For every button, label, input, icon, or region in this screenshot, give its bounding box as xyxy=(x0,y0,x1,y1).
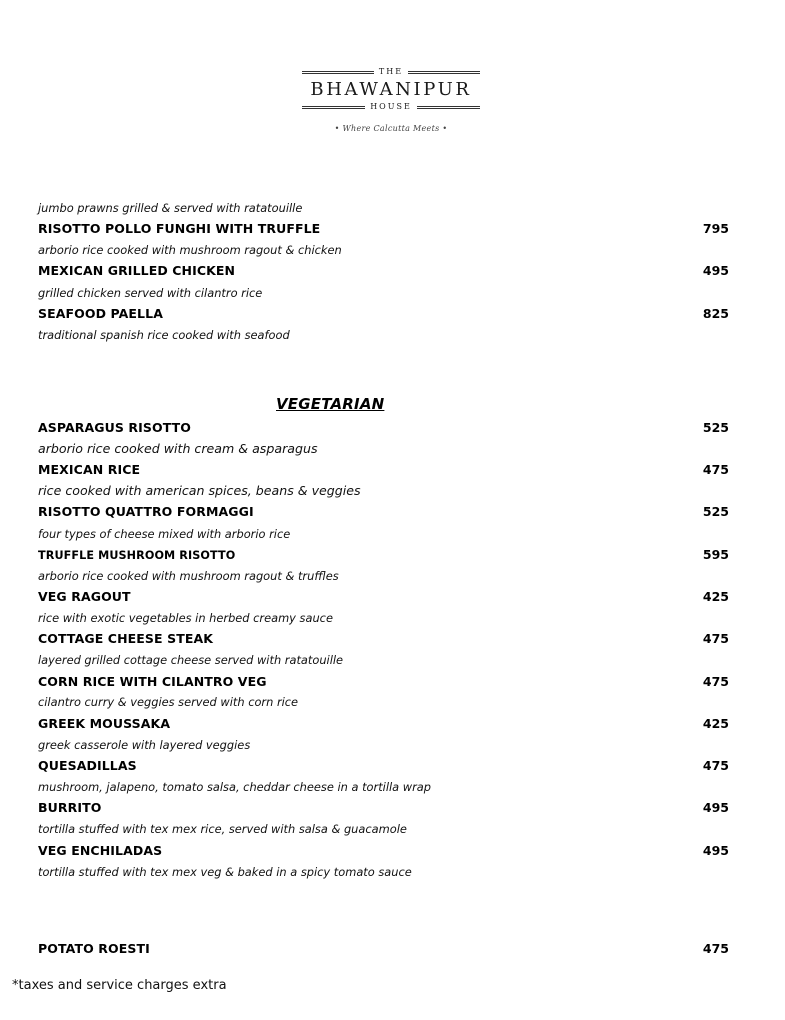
item-price: 475 xyxy=(702,674,729,689)
item-description: arborio rice cooked with mushroom ragout & truffles xyxy=(38,569,339,583)
item-price: 475 xyxy=(702,941,729,956)
item-name: MEXICAN GRILLED CHICKEN xyxy=(38,263,236,278)
logo-rule xyxy=(302,71,374,74)
item-price: 525 xyxy=(702,504,729,519)
item-name: RISOTTO QUATTRO FORMAGGI xyxy=(38,504,254,519)
item-name: CORN RICE WITH CILANTRO VEG xyxy=(38,674,267,689)
menu-item xyxy=(38,800,729,815)
item-description: greek casserole with layered veggies xyxy=(38,738,251,752)
item-price: 475 xyxy=(702,758,729,773)
restaurant-logo xyxy=(302,66,480,140)
menu-item xyxy=(38,462,729,477)
item-description: tortilla stuffed with tex mex veg & baked in a spicy tomato sauce xyxy=(38,865,412,879)
menu-item xyxy=(38,843,729,858)
item-name: GREEK MOUSSAKA xyxy=(38,716,171,731)
item-price: 475 xyxy=(702,631,729,646)
item-name: MEXICAN RICE xyxy=(38,462,141,477)
menu-item xyxy=(38,716,729,731)
taxes-footnote: *taxes and service charges extra xyxy=(12,978,227,993)
item-price: 475 xyxy=(702,462,729,477)
logo-bottom-row xyxy=(302,101,480,113)
menu-item xyxy=(38,420,729,435)
item-description: rice cooked with american spices, beans & veggies xyxy=(38,483,361,498)
item-name: BURRITO xyxy=(38,800,102,815)
item-price: 795 xyxy=(702,221,729,236)
item-name: VEG ENCHILADAS xyxy=(38,843,163,858)
item-description: rice with exotic vegetables in herbed creamy sauce xyxy=(38,611,333,625)
item-price: 495 xyxy=(702,263,729,278)
item-name: QUESADILLAS xyxy=(38,758,137,773)
item-price: 525 xyxy=(702,420,729,435)
menu-item xyxy=(38,263,729,278)
item-name: RISOTTO POLLO FUNGHI WITH TRUFFLE xyxy=(38,221,321,236)
logo-tagline: • Where Calcutta Meets • xyxy=(334,124,448,133)
item-name: POTATO ROESTI xyxy=(38,941,150,956)
item-description: layered grilled cottage cheese served with ratatouille xyxy=(38,653,344,667)
menu-item xyxy=(38,504,729,519)
logo-house: HOUSE xyxy=(370,102,412,111)
logo-rule xyxy=(408,71,480,74)
logo-top-row xyxy=(302,66,480,78)
item-description: jumbo prawns grilled & served with ratatouille xyxy=(38,201,303,215)
item-name: TRUFFLE MUSHROOM RISOTTO xyxy=(38,549,236,562)
item-name: VEG RAGOUT xyxy=(38,589,131,604)
menu-item xyxy=(38,631,729,646)
item-price: 825 xyxy=(702,306,729,321)
menu-item xyxy=(38,674,729,689)
menu-item xyxy=(38,758,729,773)
item-description: mushroom, jalapeno, tomato salsa, cheddar cheese in a tortilla wrap xyxy=(38,780,431,794)
logo-rule xyxy=(417,106,480,109)
logo-name: BHAWANIPUR xyxy=(310,79,472,100)
menu-item xyxy=(38,221,729,236)
menu-item xyxy=(38,547,729,562)
menu-item xyxy=(38,589,729,604)
item-name: SEAFOOD PAELLA xyxy=(38,306,163,321)
logo-rule xyxy=(302,106,365,109)
item-description: traditional spanish rice cooked with seafood xyxy=(38,328,290,342)
item-description: grilled chicken served with cilantro rice xyxy=(38,286,263,300)
menu-item xyxy=(38,941,729,956)
logo-the: THE xyxy=(378,67,404,76)
item-description: tortilla stuffed with tex mex rice, served with salsa & guacamole xyxy=(38,822,407,836)
section-title-vegetarian: VEGETARIAN xyxy=(276,395,385,413)
item-name: ASPARAGUS RISOTTO xyxy=(38,420,191,435)
item-price: 425 xyxy=(702,716,729,731)
menu-item xyxy=(38,306,729,321)
item-price: 495 xyxy=(702,800,729,815)
item-description: four types of cheese mixed with arborio rice xyxy=(38,527,291,541)
item-description: cilantro curry & veggies served with corn rice xyxy=(38,695,299,709)
item-description: arborio rice cooked with cream & asparagus xyxy=(38,441,318,456)
item-price: 495 xyxy=(702,843,729,858)
item-description: arborio rice cooked with mushroom ragout & chicken xyxy=(38,243,342,257)
item-price: 595 xyxy=(702,547,729,562)
item-price: 425 xyxy=(702,589,729,604)
item-name: COTTAGE CHEESE STEAK xyxy=(38,631,214,646)
